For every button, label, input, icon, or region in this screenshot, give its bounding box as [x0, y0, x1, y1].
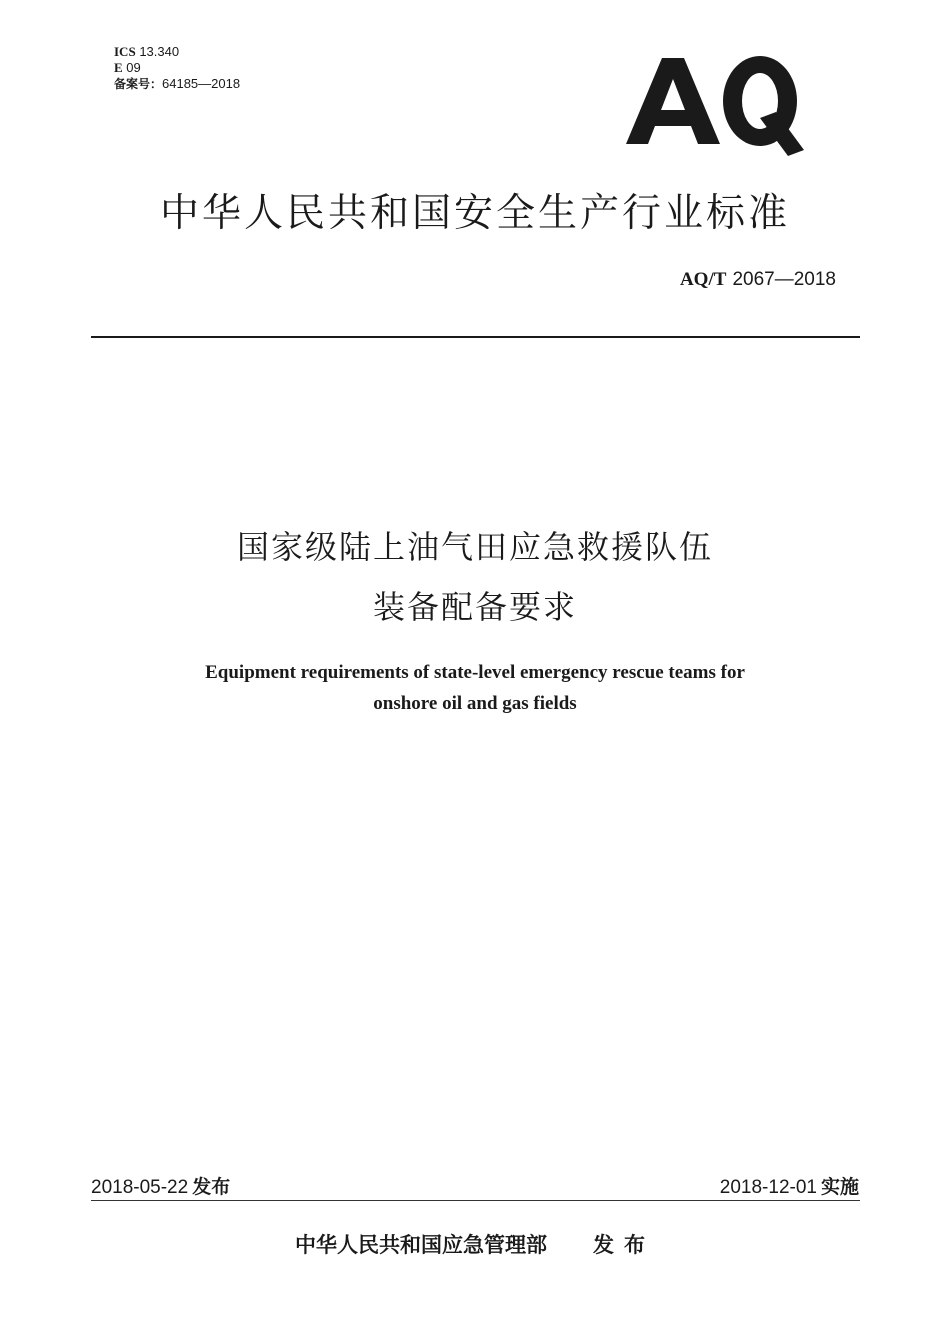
- issuer: [0, 1229, 950, 1259]
- publish-date-word: 发布: [192, 1176, 231, 1198]
- standard-number-prefix: AQ/T: [679, 269, 727, 290]
- bottom-divider: [91, 1200, 860, 1201]
- ccs-line: [114, 60, 240, 76]
- record-label: 备案号：: [114, 77, 163, 91]
- ccs-value: 09: [126, 60, 141, 75]
- classification-block: [114, 44, 240, 92]
- ics-line: [114, 44, 240, 60]
- publish-date: [91, 1172, 230, 1199]
- standard-number-value: 2067—2018: [732, 269, 836, 290]
- ics-label: ICS: [114, 44, 136, 59]
- title-en-line-1: Equipment requirements of state-level emergency rescue teams for: [205, 662, 745, 683]
- implement-date-word: 实施: [820, 1176, 859, 1198]
- standard-heading: 中华人民共和国安全生产行业标准: [159, 191, 790, 236]
- publish-date-value: 2018-05-22: [91, 1177, 189, 1198]
- title-cn-line-1: 国家级陆上油气田应急救援队伍: [236, 528, 713, 566]
- issuer-action: 发布: [593, 1233, 655, 1257]
- standard-number: [680, 268, 836, 291]
- title-cn-line-2: 装备配备要求: [372, 588, 577, 626]
- issuer-name: 中华人民共和国应急管理部: [295, 1233, 547, 1257]
- logo-letter-q: [723, 56, 804, 156]
- implement-date: [720, 1172, 859, 1199]
- top-divider: [91, 336, 860, 338]
- ics-value: 13.340: [139, 44, 180, 59]
- title-en-line-2: onshore oil and gas fields: [373, 693, 577, 714]
- record-line: [114, 76, 240, 92]
- record-value: 64185—2018: [162, 76, 241, 91]
- logo-letter-a: [626, 58, 720, 144]
- implement-date-value: 2018-12-01: [719, 1177, 817, 1198]
- aq-logo: [620, 40, 820, 160]
- ccs-label: E: [114, 60, 123, 75]
